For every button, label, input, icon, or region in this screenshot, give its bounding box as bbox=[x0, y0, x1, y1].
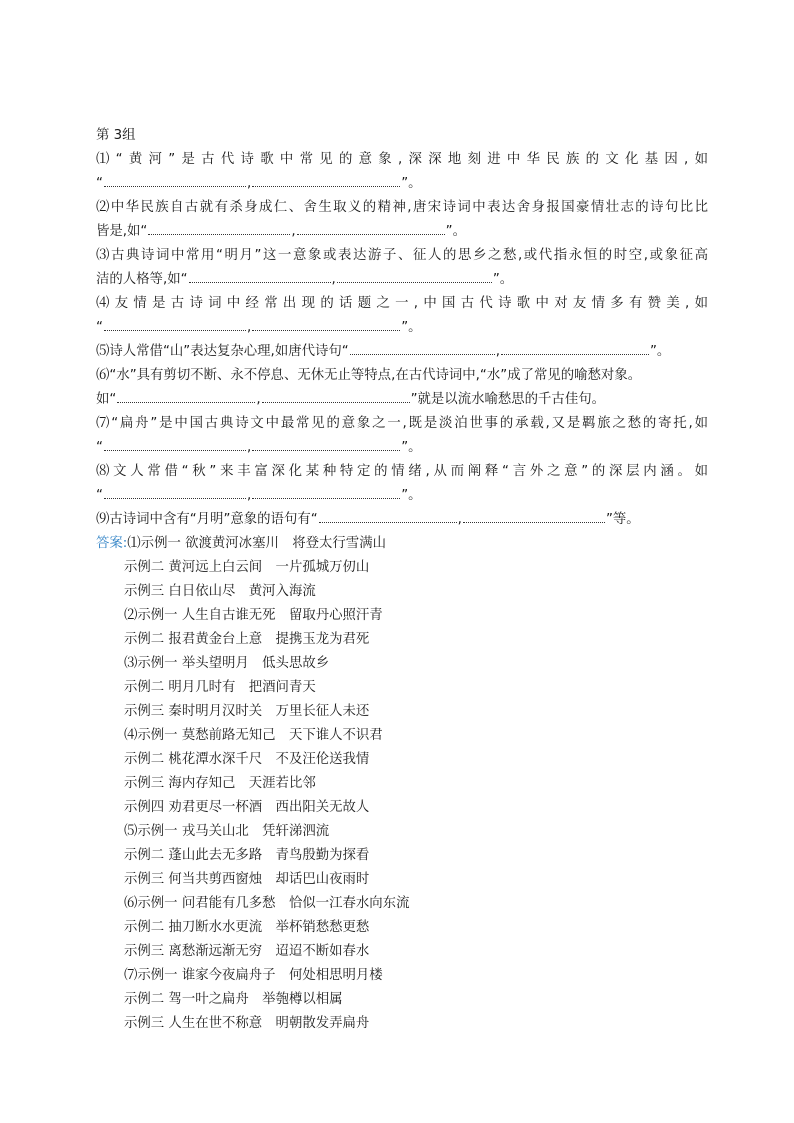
answer-line: 示例三 离愁渐远渐无穷 迢迢不断如春水 bbox=[124, 944, 370, 959]
answer-line: 示例四 劝君更尽一杯酒 西出阳关无故人 bbox=[124, 800, 370, 815]
quote-close: ”。 bbox=[401, 320, 422, 335]
question-2-line-2 bbox=[96, 220, 708, 244]
line-prefix: ⑼古诗词中含有“月明”意象的语句有“ bbox=[96, 512, 318, 527]
group-title: 第 3组 bbox=[96, 128, 136, 143]
quote-open: “ bbox=[96, 176, 103, 191]
answer-line: ⑷示例一 莫愁前路无知己 天下谁人不识君 bbox=[124, 728, 383, 743]
answers-label: 答案: bbox=[96, 536, 128, 551]
blank-field[interactable] bbox=[252, 437, 400, 451]
answer-line: 示例三 何当共剪西窗烛 却话巴山夜雨时 bbox=[124, 872, 370, 887]
line-prefix: 皆是,如“ bbox=[96, 224, 148, 239]
separator: , bbox=[246, 176, 252, 191]
answer-line: 示例二 驾一叶之扁舟 举匏樽以相属 bbox=[124, 992, 343, 1007]
answer-line: ⑸示例一 戎马关山北 凭轩涕泗流 bbox=[124, 824, 330, 839]
blank-field[interactable] bbox=[319, 509, 457, 523]
blank-field[interactable] bbox=[148, 221, 290, 235]
question-7-line-1: ⑺“扁舟”是中国古典诗文中最常见的意象之一,既是淡泊世事的承载,又是羁旅之愁的寄托,如 bbox=[96, 416, 708, 431]
blank-field[interactable] bbox=[297, 221, 445, 235]
question-3-line-1: ⑶古典诗词中常用“明月”这一意象或表达游子、征人的思乡之愁,或代指永恒的时空,或象征高 bbox=[96, 248, 708, 263]
blank-field[interactable] bbox=[501, 341, 649, 355]
answers-section bbox=[96, 532, 708, 1036]
quote-close: ”。 bbox=[445, 224, 466, 239]
answer-line: ⑶示例一 举头望明月 低头思故乡 bbox=[124, 656, 330, 671]
blank-field[interactable] bbox=[463, 509, 605, 523]
answer-line: 示例二 黄河远上白云间 一片孤城万仞山 bbox=[124, 560, 370, 575]
answer-line: 示例三 秦时明月汉时关 万里长征人未还 bbox=[124, 704, 370, 719]
question-2-line-1: ⑵中华民族自古就有杀身成仁、舍生取义的精神,唐宋诗词中表达舍身报国豪情壮志的诗句比比 bbox=[96, 200, 708, 215]
quote-close: ”。 bbox=[401, 440, 422, 455]
question-7-line-2 bbox=[96, 436, 708, 460]
answer-line: 示例二 明月几时有 把酒问青天 bbox=[124, 680, 316, 695]
question-1-line-2 bbox=[96, 172, 708, 196]
blank-field[interactable] bbox=[262, 389, 410, 403]
blank-field[interactable] bbox=[189, 269, 331, 283]
question-4-line-2 bbox=[96, 316, 708, 340]
answer-line bbox=[96, 532, 708, 556]
blank-field[interactable] bbox=[104, 173, 246, 187]
answer-line: 示例三 人生在世不称意 明朝散发弄扁舟 bbox=[124, 1016, 370, 1031]
answer-line: 示例二 蓬山此去无多路 青鸟殷勤为探看 bbox=[124, 848, 370, 863]
blank-field[interactable] bbox=[252, 485, 400, 499]
answer-line: 示例二 报君黄金台上意 提携玉龙为君死 bbox=[124, 632, 370, 647]
quote-close: ”就是以流水喻愁思的千古佳句。 bbox=[410, 392, 605, 407]
line-prefix: 洁的人格等,如“ bbox=[96, 272, 188, 287]
quote-open: “ bbox=[96, 488, 103, 503]
quote-close: ”等。 bbox=[605, 512, 640, 527]
separator: , bbox=[256, 392, 261, 407]
quote-close: ”。 bbox=[492, 272, 514, 287]
answer-line: 示例三 白日依山尽 黄河入海流 bbox=[124, 584, 316, 599]
answer-line: ⑺示例一 谁家今夜扁舟子 何处相思明月楼 bbox=[124, 968, 383, 983]
blank-field[interactable] bbox=[117, 389, 255, 403]
answer-line: 示例三 海内存知己 天涯若比邻 bbox=[124, 776, 316, 791]
quote-close: ”。 bbox=[649, 344, 671, 359]
blank-field[interactable] bbox=[252, 173, 400, 187]
line-prefix: 如“ bbox=[96, 392, 117, 407]
question-3-line-2 bbox=[96, 268, 708, 292]
quote-open: “ bbox=[96, 320, 103, 335]
separator: , bbox=[246, 488, 252, 503]
separator: , bbox=[331, 272, 336, 287]
answer-text: ⑴示例一 欲渡黄河冰塞川 将登太行雪满山 bbox=[127, 536, 386, 551]
blank-field[interactable] bbox=[104, 437, 246, 451]
separator: , bbox=[457, 512, 462, 527]
blank-field[interactable] bbox=[104, 317, 246, 331]
separator: , bbox=[495, 344, 500, 359]
blank-field[interactable] bbox=[337, 269, 492, 283]
question-4-line-1: ⑷友情是古诗词中经常出现的话题之一,中国古代诗歌中对友情多有赞美,如 bbox=[96, 296, 708, 311]
question-6-line-1: ⑹“水”具有剪切不断、永不停息、无休无止等特点,在古代诗词中,“水”成了常见的喻愁对象。 bbox=[96, 368, 642, 383]
quote-close: ”。 bbox=[401, 176, 422, 191]
quote-close: ”。 bbox=[401, 488, 422, 503]
answer-line: ⑵示例一 人生自古谁无死 留取丹心照汗青 bbox=[124, 608, 383, 623]
answer-line: 示例二 桃花潭水深千尺 不及汪伦送我情 bbox=[124, 752, 370, 767]
question-5-line-1 bbox=[96, 340, 708, 364]
question-8-line-2 bbox=[96, 484, 708, 508]
separator: , bbox=[246, 440, 252, 455]
document-content bbox=[96, 124, 708, 1036]
blank-field[interactable] bbox=[350, 341, 495, 355]
answer-line: ⑹示例一 问君能有几多愁 恰似一江春水向东流 bbox=[124, 896, 410, 911]
question-1-line-1: ⑴“黄河”是古代诗歌中常见的意象,深深地刻进中华民族的文化基因,如 bbox=[96, 152, 708, 167]
line-prefix: ⑸诗人常借“山”表达复杂心理,如唐代诗句“ bbox=[96, 344, 349, 359]
quote-open: “ bbox=[96, 440, 103, 455]
blank-field[interactable] bbox=[104, 485, 246, 499]
question-9-line-1 bbox=[96, 508, 708, 532]
separator: , bbox=[291, 224, 296, 239]
blank-field[interactable] bbox=[252, 317, 400, 331]
question-6-line-2 bbox=[96, 388, 708, 412]
separator: , bbox=[246, 320, 252, 335]
question-8-line-1: ⑻文人常借“秋”来丰富深化某种特定的情绪,从而阐释“言外之意”的深层内涵。如 bbox=[96, 464, 708, 479]
answer-line: 示例二 抽刀断水水更流 举杯销愁愁更愁 bbox=[124, 920, 370, 935]
